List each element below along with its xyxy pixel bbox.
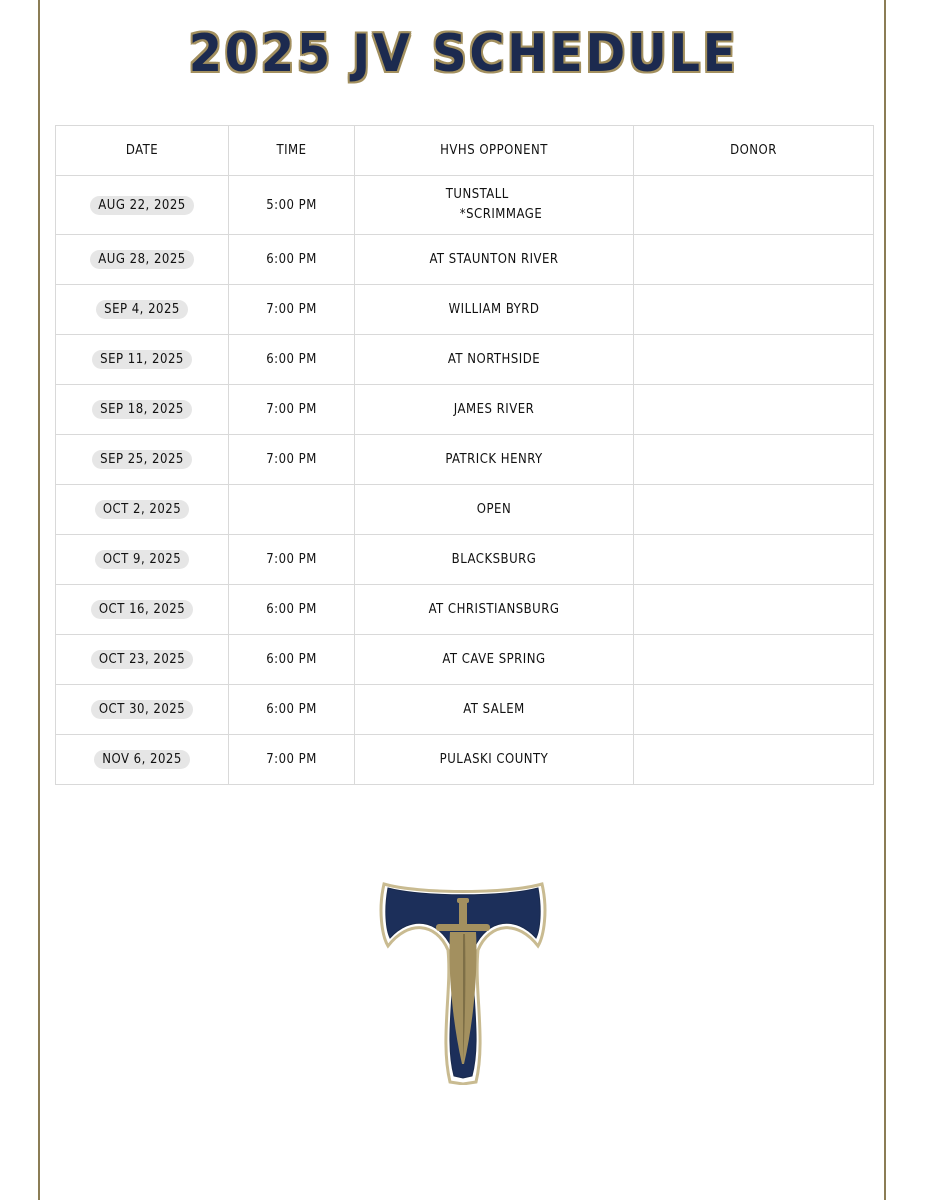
date-badge: SEP 18, 2025: [92, 400, 192, 419]
table-row: [56, 435, 874, 485]
table-row: [56, 535, 874, 585]
date-badge: NOV 6, 2025: [94, 750, 190, 769]
time-cell: 5:00 PM: [229, 176, 355, 235]
date-cell: [56, 335, 229, 385]
date-badge: SEP 25, 2025: [92, 450, 192, 469]
date-badge: OCT 2, 2025: [95, 500, 189, 519]
header-opponent: HVHS OPPONENT: [355, 126, 634, 176]
date-cell: [56, 535, 229, 585]
logo-sword-handle: [459, 902, 467, 924]
page-title: 2025 JV SCHEDULE: [188, 24, 739, 84]
schedule-table: [55, 125, 874, 785]
time-cell: 6:00 PM: [229, 635, 355, 685]
time-cell: 6:00 PM: [229, 335, 355, 385]
table-row: [56, 685, 874, 735]
donor-cell: [634, 485, 874, 535]
table-header-row: [56, 126, 874, 176]
opponent-cell: PULASKI COUNTY: [355, 735, 634, 785]
opponent-text: [446, 185, 542, 225]
donor-cell: [634, 435, 874, 485]
opponent-cell: AT SALEM: [355, 685, 634, 735]
table-row: [56, 585, 874, 635]
opponent-cell: AT NORTHSIDE: [355, 335, 634, 385]
date-cell: [56, 735, 229, 785]
table-row: [56, 385, 874, 435]
time-cell: [229, 485, 355, 535]
header-date: DATE: [56, 126, 229, 176]
date-badge: SEP 11, 2025: [92, 350, 192, 369]
time-cell: 7:00 PM: [229, 735, 355, 785]
opponent-cell: AT CHRISTIANSBURG: [355, 585, 634, 635]
time-cell: 7:00 PM: [229, 535, 355, 585]
table-row: [56, 735, 874, 785]
header-donor: DONOR: [634, 126, 874, 176]
logo-sword-guard: [436, 924, 490, 931]
date-cell: [56, 285, 229, 335]
donor-cell: [634, 235, 874, 285]
table-row: [56, 635, 874, 685]
donor-cell: [634, 735, 874, 785]
donor-cell: [634, 585, 874, 635]
date-cell: [56, 585, 229, 635]
opponent-cell: AT CAVE SPRING: [355, 635, 634, 685]
table-row: [56, 285, 874, 335]
date-badge: SEP 4, 2025: [96, 300, 188, 319]
header-time: TIME: [229, 126, 355, 176]
opponent-cell: [355, 176, 634, 235]
opponent-name: TUNSTALL: [445, 187, 509, 202]
time-cell: 6:00 PM: [229, 235, 355, 285]
donor-cell: [634, 335, 874, 385]
time-cell: 7:00 PM: [229, 385, 355, 435]
table-row: [56, 335, 874, 385]
opponent-cell: OPEN: [355, 485, 634, 535]
donor-cell: [634, 685, 874, 735]
left-border-line: [38, 0, 40, 1200]
time-cell: 6:00 PM: [229, 585, 355, 635]
opponent-cell: PATRICK HENRY: [355, 435, 634, 485]
time-cell: 7:00 PM: [229, 435, 355, 485]
date-cell: [56, 176, 229, 235]
date-badge: OCT 23, 2025: [91, 650, 193, 669]
date-badge: AUG 28, 2025: [90, 250, 193, 269]
date-cell: [56, 485, 229, 535]
table-row: [56, 485, 874, 535]
tunstall-t-sword-logo-icon: [378, 880, 548, 1085]
date-cell: [56, 235, 229, 285]
opponent-cell: BLACKSBURG: [355, 535, 634, 585]
date-badge: OCT 30, 2025: [91, 700, 193, 719]
opponent-cell: WILLIAM BYRD: [355, 285, 634, 335]
donor-cell: [634, 535, 874, 585]
right-border-line: [884, 0, 886, 1200]
time-cell: 6:00 PM: [229, 685, 355, 735]
donor-cell: [634, 635, 874, 685]
opponent-note: *SCRIMMAGE: [459, 207, 543, 222]
date-badge: AUG 22, 2025: [90, 196, 193, 215]
date-cell: [56, 685, 229, 735]
date-cell: [56, 435, 229, 485]
table-row: [56, 235, 874, 285]
opponent-cell: AT STAUNTON RIVER: [355, 235, 634, 285]
date-cell: [56, 635, 229, 685]
time-cell: 7:00 PM: [229, 285, 355, 335]
table-row: [56, 176, 874, 235]
donor-cell: [634, 285, 874, 335]
date-badge: OCT 16, 2025: [91, 600, 193, 619]
opponent-cell: JAMES RIVER: [355, 385, 634, 435]
date-badge: OCT 9, 2025: [95, 550, 189, 569]
donor-cell: [634, 385, 874, 435]
logo-sword-pommel: [457, 898, 469, 903]
date-cell: [56, 385, 229, 435]
donor-cell: [634, 176, 874, 235]
